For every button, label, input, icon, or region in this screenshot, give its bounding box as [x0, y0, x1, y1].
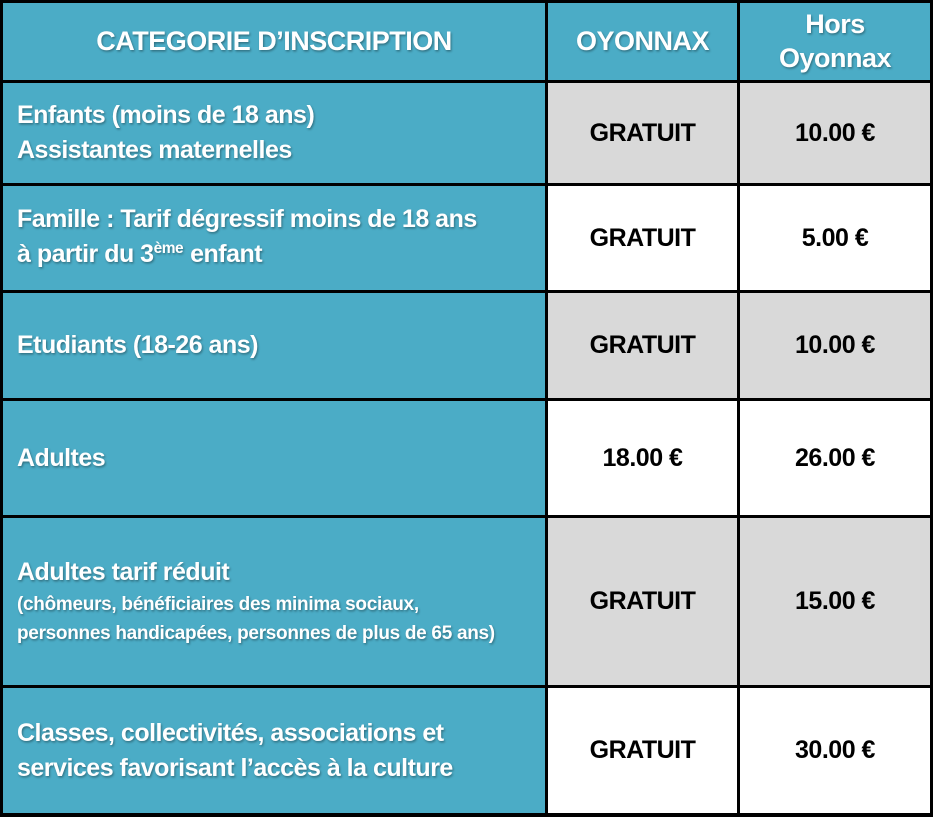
row-enfants-oyonnax-price — [548, 83, 737, 183]
price-value: 26.00 € — [795, 443, 875, 472]
category-line: Enfants (moins de 18 ans) — [17, 101, 315, 129]
row-etudiants-hors-price — [740, 293, 930, 398]
category-line — [17, 237, 262, 275]
category-line-suffix: enfant — [190, 239, 263, 268]
price-value: 18.00 € — [602, 443, 683, 472]
category-line: Assistantes maternelles — [17, 136, 292, 164]
row-famille-oyonnax-price — [548, 186, 737, 290]
row-etudiants-oyonnax-price — [548, 293, 737, 398]
category-line: Famille : Tarif dégressif moins de 18 ans — [17, 204, 477, 233]
price-value: 15.00 € — [795, 587, 875, 615]
price-value: 10.00 € — [795, 118, 875, 147]
row-enfants-category — [3, 83, 545, 183]
price-value: 10.00 € — [795, 331, 875, 359]
category-line: Etudiants (18-26 ans) — [17, 331, 258, 359]
price-value: 5.00 € — [801, 223, 869, 252]
row-famille-category — [3, 186, 545, 290]
price-value: GRATUIT — [589, 118, 696, 147]
price-value: 30.00 € — [795, 736, 875, 764]
row-adultes-reduit-hors-price — [740, 518, 930, 685]
category-line: Classes, collectivités, associations et — [17, 718, 444, 747]
row-famille-hors-price — [740, 186, 930, 290]
header-category — [3, 3, 545, 80]
price-value: GRATUIT — [589, 331, 696, 359]
header-oyonnax — [548, 3, 737, 80]
category-subnote-line: personnes handicapées, personnes de plus de 65 ans) — [17, 623, 495, 644]
row-etudiants-category — [3, 293, 545, 398]
row-collectivites-hors-price — [740, 688, 930, 813]
category-subnote-line: (chômeurs, bénéficiaires des minima sociaux, — [17, 594, 419, 615]
category-line: Adultes tarif réduit — [17, 558, 230, 586]
category-line: Adultes — [17, 443, 106, 472]
header-hors-oyonnax — [740, 3, 930, 80]
category-line: services favorisant l’accès à la culture — [17, 753, 453, 782]
row-enfants-hors-price — [740, 83, 930, 183]
row-adultes-category — [3, 401, 545, 515]
price-value: GRATUIT — [589, 736, 696, 764]
header-oyonnax-label: OYONNAX — [575, 25, 710, 56]
header-hors-oyonnax-label: Hors Oyonnax — [778, 8, 892, 73]
row-adultes-hors-price — [740, 401, 930, 515]
row-adultes-reduit-category — [3, 518, 545, 685]
price-value: GRATUIT — [589, 587, 696, 615]
row-collectivites-category — [3, 688, 545, 813]
category-line-prefix: à partir du 3 — [17, 239, 154, 268]
row-adultes-reduit-oyonnax-price — [548, 518, 737, 685]
ordinal-superscript: ème — [153, 239, 184, 257]
row-adultes-oyonnax-price — [548, 401, 737, 515]
row-collectivites-oyonnax-price — [548, 688, 737, 813]
header-category-label: CATEGORIE D’INSCRIPTION — [96, 25, 452, 56]
price-value: GRATUIT — [589, 223, 696, 252]
